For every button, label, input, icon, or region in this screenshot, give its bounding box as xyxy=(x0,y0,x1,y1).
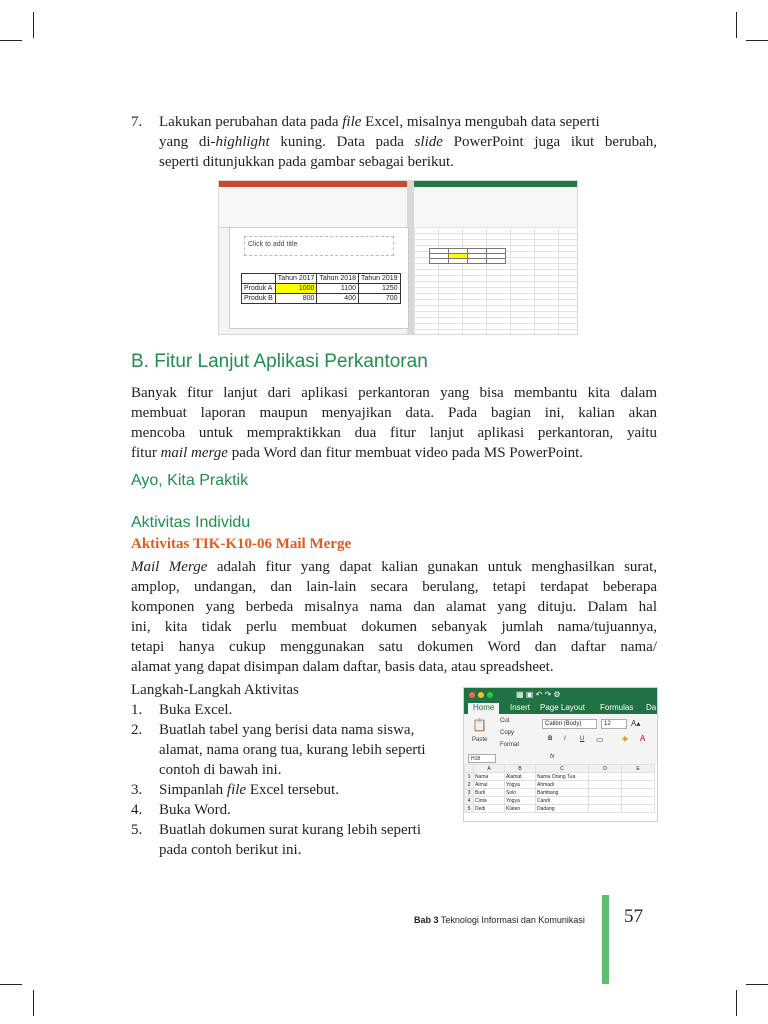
step-text: Buatlah tabel yang berisi data nama siswa, xyxy=(159,722,415,738)
text: highlight xyxy=(215,134,270,150)
tab-data: Da xyxy=(646,703,657,712)
text: Mail Merge xyxy=(131,559,208,575)
list-item xyxy=(131,720,451,780)
format-label: Format xyxy=(500,742,520,748)
row-number: 5 xyxy=(465,805,474,813)
footer-bar xyxy=(602,895,609,984)
text: slide xyxy=(414,134,443,150)
step-text: contoh di bawah ini. xyxy=(159,762,282,778)
excel-titlebar xyxy=(464,688,657,702)
table-row xyxy=(430,259,506,264)
tab-home: Home xyxy=(468,703,499,714)
table-cell: Candi xyxy=(536,797,589,805)
row-number: 3 xyxy=(465,789,474,797)
cut-label: Cut xyxy=(500,718,510,724)
ribbon-tabs xyxy=(464,702,657,714)
table-cell: Klaten xyxy=(505,805,536,813)
ayo-heading: Ayo, Kita Praktik xyxy=(131,472,249,489)
step-text: Buka Word. xyxy=(159,802,231,818)
table-row xyxy=(465,805,655,813)
toolbar-icons: ▦ ▣ ↶ ↷ ⚙ xyxy=(516,690,561,699)
section-b-line-4 xyxy=(131,443,657,464)
mailmerge-line-5: tetapi hanya cukup menggunakan satu dokumen Word dan daftar nama/ xyxy=(131,639,657,655)
step-7-line-3: seperti ditunjukkan pada gambar sebagai berikut. xyxy=(159,154,454,170)
chapter-title: Teknologi Informasi dan Komunikasi xyxy=(438,915,585,925)
table-cell xyxy=(622,797,655,805)
table-cell xyxy=(622,773,655,781)
step-text: Simpanlah xyxy=(159,782,227,798)
column-header: B xyxy=(505,765,536,773)
table-row xyxy=(465,781,655,789)
list-item xyxy=(131,800,451,820)
column-header: A xyxy=(474,765,505,773)
aktivitas-title: Aktivitas TIK-K10-06 Mail Merge xyxy=(131,536,352,552)
table-cell xyxy=(589,805,622,813)
text: yang di- xyxy=(159,134,216,150)
column-header: D xyxy=(589,765,622,773)
table-row xyxy=(465,789,655,797)
underline-button: U xyxy=(580,736,585,742)
table-cell: Budi xyxy=(474,789,505,797)
mailmerge-line-3: komponen yang berbeda misalnya nama dan alamat yang dituju. Dalam hal xyxy=(131,599,657,615)
table-cell: 800 xyxy=(275,294,317,304)
text: PowerPoint juga ikut berubah, xyxy=(442,134,657,150)
table-row xyxy=(465,765,655,773)
mailmerge-line-4: ini, kita tidak perlu membuat dokumen sebanyak jumlah nama/tujuannya, xyxy=(131,619,657,635)
table-cell xyxy=(622,789,655,797)
column-header: E xyxy=(622,765,655,773)
table-cell: 1000 xyxy=(275,284,317,294)
crop-mark xyxy=(736,990,737,1016)
fx-icon: fx xyxy=(550,754,555,760)
list-item xyxy=(131,820,451,860)
text: pada Word dan fitur membuat video pada MS PowerPoint. xyxy=(227,445,584,461)
row-number: 2 xyxy=(465,781,474,789)
crop-mark xyxy=(736,12,737,38)
excel-grid xyxy=(414,227,577,334)
table-cell: Produk B xyxy=(242,294,276,304)
text: Lakukan perubahan data pada xyxy=(159,114,343,130)
page-number: 57 xyxy=(624,906,643,927)
step-number: 7. xyxy=(131,114,143,130)
step-text: Excel tersebut. xyxy=(246,782,339,798)
table-cell: Dedi xyxy=(474,805,505,813)
table-cell: Solo xyxy=(505,789,536,797)
close-icon xyxy=(469,692,475,698)
font-grow-icon: A▴ xyxy=(631,719,641,728)
slide-title-placeholder: Click to add title xyxy=(244,236,394,256)
steps-list xyxy=(131,700,451,860)
section-heading: B. Fitur Lanjut Aplikasi Perkantoran xyxy=(131,351,428,372)
aktivitas-individu-heading: Aktivitas Individu xyxy=(131,514,251,531)
table-cell xyxy=(468,259,487,264)
table-row xyxy=(242,274,401,284)
row-number: 4 xyxy=(465,797,474,805)
maximize-icon xyxy=(487,692,493,698)
table-cell: Produk A xyxy=(242,284,276,294)
spreadsheet-grid xyxy=(464,764,657,821)
table-cell xyxy=(589,797,622,805)
row-number: 1 xyxy=(465,773,474,781)
crop-mark xyxy=(0,40,22,41)
text: fitur xyxy=(131,445,161,461)
table-cell: Ahmadi xyxy=(536,781,589,789)
paste-icon: 📋 xyxy=(472,718,487,732)
font-select: Calibri (Body) xyxy=(542,719,597,729)
table-row xyxy=(242,284,401,294)
section-b-line-3: mencoba untuk mempraktikkan dua fitur lanjut aplikasi perkantoran, yaitu xyxy=(131,425,657,441)
table-cell: Yogya xyxy=(505,797,536,805)
powerpoint-excel-screenshot xyxy=(218,180,578,335)
crop-mark xyxy=(0,984,22,985)
table-row xyxy=(465,773,655,781)
crop-mark xyxy=(746,984,768,985)
step-text: Buatlah dokumen surat kurang lebih seperti xyxy=(159,822,422,838)
table-cell xyxy=(487,259,506,264)
table-cell xyxy=(449,259,468,264)
table-cell: Tahun 2017 xyxy=(275,274,317,284)
section-b-line-1: Banyak fitur lanjut dari aplikasi perkantoran yang bisa membantu kita dalam xyxy=(131,385,657,401)
copy-label: Copy xyxy=(500,730,515,736)
table-cell xyxy=(589,781,622,789)
crop-mark xyxy=(746,40,768,41)
table-cell: Bambang xyxy=(536,789,589,797)
table-row xyxy=(242,294,401,304)
mailmerge-line-6: alamat yang dapat disimpan dalam daftar, basis data, atau spreadsheet. xyxy=(131,659,554,675)
table-cell: Cinta xyxy=(474,797,505,805)
crop-mark xyxy=(33,990,34,1016)
size-select: 12 xyxy=(601,719,627,729)
spreadsheet-table xyxy=(464,764,655,813)
list-item xyxy=(131,780,451,800)
list-item xyxy=(131,700,451,720)
ribbon xyxy=(219,187,577,228)
paste-label: Paste xyxy=(472,737,488,743)
italic-button: I xyxy=(564,736,566,742)
table-row xyxy=(465,797,655,805)
table-cell xyxy=(622,805,655,813)
table-cell xyxy=(589,789,622,797)
table-cell: Dadang xyxy=(536,805,589,813)
column-header: C xyxy=(536,765,589,773)
table-cell: 700 xyxy=(358,294,400,304)
table-cell: Alamat xyxy=(505,773,536,781)
step-7-line-2 xyxy=(159,132,657,153)
table-cell xyxy=(589,773,622,781)
step-number: 3. xyxy=(131,782,143,798)
bold-button: B xyxy=(548,736,553,742)
step-number: 1. xyxy=(131,702,143,718)
step-text: pada contoh berikut ini. xyxy=(159,842,302,858)
crop-mark xyxy=(33,12,34,38)
step-number: 2. xyxy=(131,722,143,738)
mailmerge-line-1 xyxy=(131,557,657,578)
text: kuning. Data pada xyxy=(269,134,415,150)
mailmerge-line-2: amplop, undangan, dan lain-lain secara berulang, tetapi terdapat beberapa xyxy=(131,579,657,595)
table-cell: 400 xyxy=(317,294,359,304)
step-text: alamat, nama orang tua, kurang lebih seperti xyxy=(159,742,426,758)
table-cell: 1100 xyxy=(317,284,359,294)
table-cell: Tahun 2019 xyxy=(358,274,400,284)
tab-formulas: Formulas xyxy=(600,703,634,712)
langkah-title: Langkah-Langkah Aktivitas xyxy=(131,682,299,698)
text: file xyxy=(342,114,362,130)
table-cell: Nama Orang Tua xyxy=(536,773,589,781)
step-text: Buka Excel. xyxy=(159,702,233,718)
text: adalah fitur yang dapat kalian gunakan untuk menghasilkan surat, xyxy=(207,559,657,575)
column-header xyxy=(465,765,474,773)
table-cell xyxy=(242,274,276,284)
table-cell: 1250 xyxy=(358,284,400,294)
minimize-icon xyxy=(478,692,484,698)
fill-color-icon: ◈ xyxy=(622,734,629,743)
text: Excel, misalnya mengubah data seperti xyxy=(361,114,600,130)
font-color-icon: A xyxy=(640,734,646,743)
tab-insert: Insert xyxy=(510,703,531,712)
table-cell: Aimul xyxy=(474,781,505,789)
tab-page-layout: Page Layout xyxy=(540,703,585,712)
table-cell: Yogya xyxy=(505,781,536,789)
border-icon: ▭ xyxy=(596,735,604,744)
text: mail merge xyxy=(160,445,228,461)
table-cell xyxy=(622,781,655,789)
name-box: H18 xyxy=(468,754,496,763)
slide-table xyxy=(241,273,401,304)
footer-chapter xyxy=(414,915,585,925)
excel-mini-table xyxy=(429,248,506,264)
table-cell xyxy=(430,259,449,264)
table-cell: Nama xyxy=(474,773,505,781)
section-b-line-2: membuat laporan maupun menyajikan data. Pada bagian ini, kalian akan xyxy=(131,405,657,421)
step-number: 5. xyxy=(131,822,143,838)
excel-screenshot xyxy=(463,687,658,822)
table-cell: Tahun 2018 xyxy=(317,274,359,284)
chapter-number: Bab 3 xyxy=(414,915,439,925)
step-number: 4. xyxy=(131,802,143,818)
step-7-line-1 xyxy=(159,112,657,133)
step-text: file xyxy=(226,782,247,798)
